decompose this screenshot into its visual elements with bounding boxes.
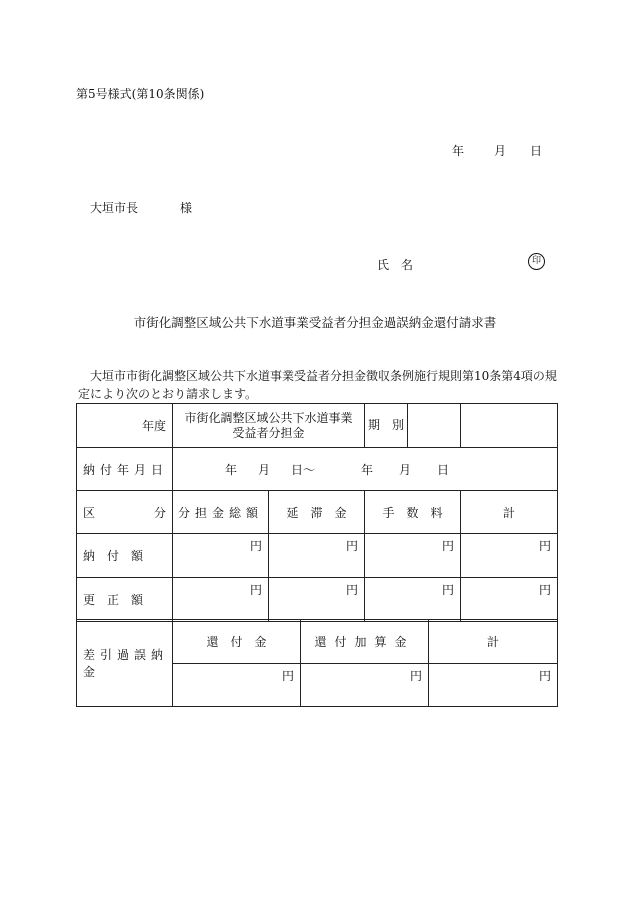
period-cell: [365, 404, 461, 448]
yen-unit: 円: [346, 539, 359, 553]
charge-name-line2: 受益者分担金: [232, 425, 305, 440]
yen-unit: 円: [249, 583, 262, 597]
yen-unit: 円: [281, 669, 294, 683]
yen-unit: 円: [538, 669, 551, 683]
payment-date-d2: 日: [437, 462, 450, 477]
refund-amount-value[interactable]: [173, 664, 301, 707]
refund-sum-value[interactable]: [429, 664, 558, 707]
charge-name-line1: 市街化調整区域公共下水道事業: [184, 410, 353, 425]
addressee-honorific: 様: [180, 201, 193, 215]
payment-date-range[interactable]: [173, 448, 558, 491]
addressee: [90, 199, 192, 216]
amount-table: [76, 403, 558, 622]
seal-mark: 印: [528, 253, 545, 270]
yen-unit: 円: [346, 583, 359, 597]
payment-date-y2: 年: [361, 462, 374, 477]
period-label: 期 別: [365, 404, 408, 447]
date-month: 月: [494, 144, 507, 158]
signer-name-label: 氏 名: [377, 258, 414, 272]
payment-date-label: 納付年月日: [77, 448, 173, 491]
date-day: 日: [530, 144, 543, 158]
payment-date-y1: 年: [225, 462, 238, 477]
paid-fee[interactable]: [365, 534, 461, 578]
col-late-fee-header: 延 滞 金: [269, 491, 365, 534]
refund-amount-header: 還 付 金: [173, 620, 301, 664]
row-paid-label: 納 付 額: [77, 534, 173, 578]
request-statement: 大垣市市街化調整区域公共下水道事業受益者分担金徴収条例施行規則第10条第4項の規定により次のとおり請求します。: [78, 369, 557, 401]
payment-date-m1: 月: [258, 462, 271, 477]
yen-unit: 円: [409, 669, 422, 683]
refund-table: [76, 619, 558, 707]
col-fee-header: 手 数 料: [365, 491, 461, 534]
refund-sum-header: 計: [429, 620, 558, 664]
period-value[interactable]: [408, 404, 460, 447]
refund-label: 差引過誤納金: [77, 620, 173, 707]
category-right: 分: [153, 505, 166, 520]
date-year: 年: [452, 144, 465, 158]
payment-date-d1: 日～: [291, 462, 316, 477]
yen-unit: 円: [539, 583, 552, 597]
refund-interest-header: 還付加算金: [301, 620, 429, 664]
charge-name: [173, 404, 365, 448]
category-header: [77, 491, 173, 534]
yen-unit: 円: [249, 539, 262, 553]
document-title: 市街化調整区域公共下水道事業受益者分担金過誤納金還付請求書: [133, 315, 497, 330]
paid-sum[interactable]: [461, 534, 558, 578]
paid-total[interactable]: [173, 534, 269, 578]
corrected-total[interactable]: [173, 578, 269, 622]
addressee-name: 大垣市長: [90, 201, 139, 215]
payment-date-m2: 月: [399, 462, 412, 477]
row-corrected-label: 更 正 額: [77, 578, 173, 622]
corrected-sum[interactable]: [461, 578, 558, 622]
form-number: 第5号様式(第10条関係): [76, 87, 205, 101]
yen-unit: 円: [539, 539, 552, 553]
date-line: [452, 142, 542, 159]
paid-late-fee[interactable]: [269, 534, 365, 578]
fiscal-year-label: 年度: [77, 404, 173, 448]
yen-unit: 円: [442, 583, 455, 597]
col-total-header: 分担金総額: [173, 491, 269, 534]
yen-unit: 円: [442, 539, 455, 553]
category-left: 区: [83, 505, 96, 520]
corrected-fee[interactable]: [365, 578, 461, 622]
col-sum-header: 計: [461, 491, 558, 534]
period-value-cell[interactable]: [461, 404, 558, 448]
corrected-late-fee[interactable]: [269, 578, 365, 622]
refund-interest-value[interactable]: [301, 664, 429, 707]
